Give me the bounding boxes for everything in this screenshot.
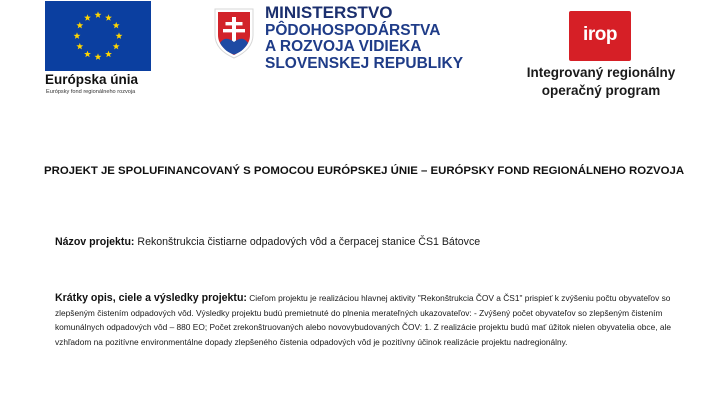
slovak-coat-of-arms-icon [213,7,255,59]
project-name-label: Názov projektu: [55,236,135,248]
eu-star-icon [105,14,112,21]
cofinancing-headline: PROJEKT JE SPOLUFINANCOVANÝ S POMOCOU EURÓPSKEJ ÚNIE – EURÓPSKY FOND REGIONÁLNEHO ROZVOJA [44,165,685,177]
ministry-logo [213,5,473,91]
project-name-value: Rekonštrukcia čistiarne odpadových vôd a čerpacej stanice ČS1 Bátovce [137,236,481,248]
eu-logo-subtitle: Európsky fond regionálneho rozvoja [46,89,136,95]
project-description-label: Krátky opis, ciele a výsledky projektu: [55,292,247,304]
eu-star-icon [76,43,83,50]
eu-star-icon [113,43,120,50]
ministry-line-2: PÔDOHOSPODÁRSTVA [265,21,441,39]
project-description-value: Cieľom projektu je realizáciou hlavnej aktivity "Rekonštrukcia ČOV a ČS1" prispieť k zvýšeniu počtu obyvateľov so zlepšeným čistením odpadových vôd. Výsledky projektu budú premietnuté do plnenia merateľných ukazovateľov: - Zvýšený počet obyvateľov so zlepšeným čistením komunálnych odpadových vôd – 880 EO; Počet zrekonštruovaných alebo novovybudovaných ČOV: 1. Z realizácie projektu budú mať úžitok nielen obyvatelia obce, ale vzhľadom na pozitívne environmentálne dopady zlepšeného čistenia odpadových vôd je pozitívny účinok realizácie projektu nadregionálny. [55,293,671,347]
ministry-line-3: A ROZVOJA VIDIEKA [265,38,422,55]
irop-name-line-2: operačný program [541,83,661,98]
ministry-name [265,5,463,72]
irop-badge-text: irop [583,24,617,45]
eu-logo-name: Európska únia [45,72,139,87]
eu-star-icon [76,22,83,29]
eu-star-icon [95,53,102,60]
eu-stars [45,1,151,71]
eu-star-icon [74,32,81,39]
eu-star-icon [113,22,120,29]
ministry-line-4: SLOVENSKEJ REPUBLIKY [265,54,464,72]
eu-star-icon [105,51,112,58]
irop-logo [508,8,694,104]
eu-star-icon [95,11,102,18]
irop-name-line-1: Integrovaný regionálny [526,65,676,80]
eu-star-icon [84,14,91,21]
eu-flag-icon [45,1,151,71]
project-name-row [55,236,695,248]
ministry-line-1: MINISTERSTVO [265,3,393,22]
project-description [55,291,697,349]
eu-star-icon [116,32,123,39]
irop-badge-icon [569,11,631,61]
eu-star-icon [84,51,91,58]
eu-logo [45,1,153,97]
